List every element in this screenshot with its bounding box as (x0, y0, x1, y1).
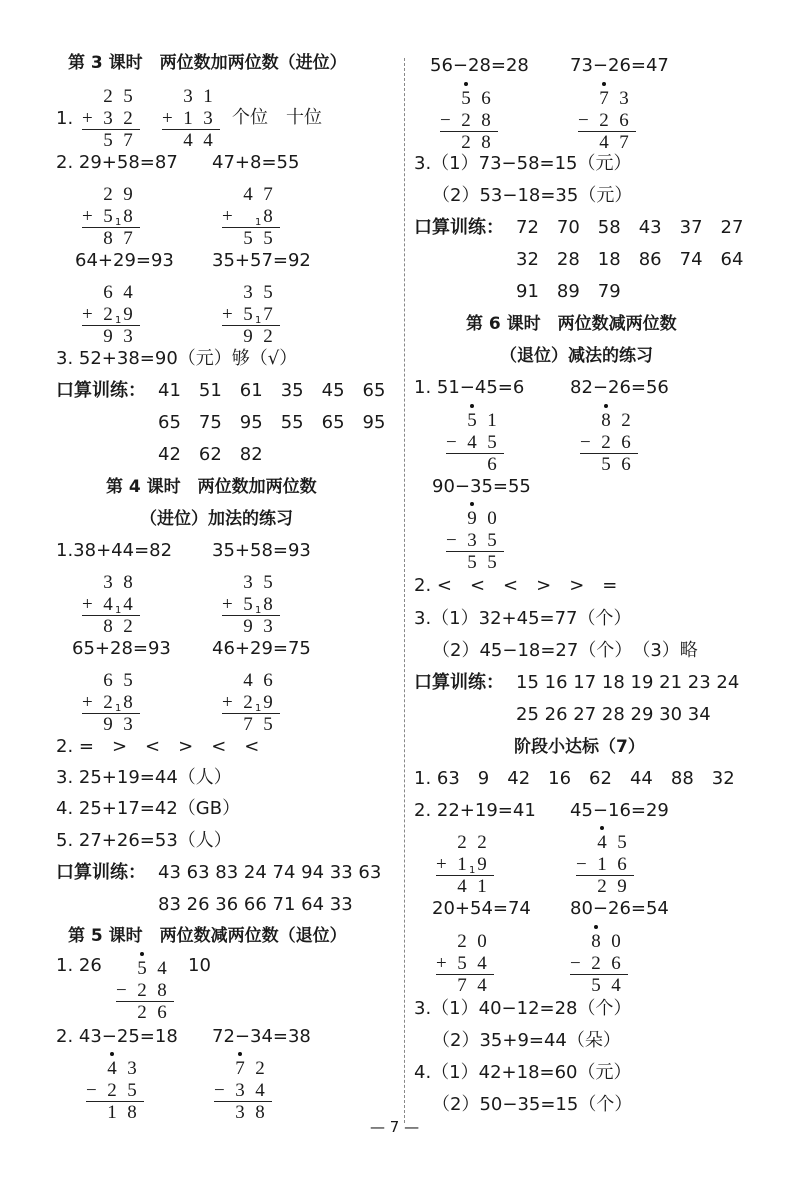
q1-label: 1. (56, 108, 74, 129)
digit: 1 (487, 410, 497, 431)
digit: 0 (477, 931, 487, 952)
q2-eq-d: 35+57=92 (212, 250, 311, 271)
digit: 1 (457, 854, 467, 875)
r-oral-3: 91 89 79 (516, 281, 621, 302)
digit: 7 (619, 132, 629, 153)
digit: 6 (619, 110, 629, 131)
digit: 4 (597, 832, 607, 853)
digit: 9 (123, 304, 133, 325)
l5-q1-a: 1. 26 (56, 955, 102, 976)
l6-eq-b: 82−26=56 (570, 377, 669, 398)
digit: 4 (107, 1058, 117, 1079)
digit: 5 (137, 958, 147, 979)
digit: 5 (127, 1080, 137, 1101)
operator: + (222, 594, 233, 615)
st-q3-2: （2）35+9=44（朵） (432, 1030, 621, 1051)
oral-row-3: 42 62 82 (158, 444, 263, 465)
borrow-dot (594, 925, 598, 929)
l6-eq-a: 1. 51−45=6 (414, 377, 525, 398)
operator: + (222, 206, 233, 227)
digit: 3 (235, 1080, 245, 1101)
digit: 8 (481, 132, 491, 153)
l6-oral-1: 15 16 17 18 19 21 23 24 (516, 672, 740, 693)
q2-eq-a: 2. 29+58=87 (56, 152, 178, 173)
digit: 9 (263, 692, 273, 713)
borrow-dot (238, 1052, 242, 1056)
digit: 1 (203, 86, 213, 107)
carry-mark: 1 (115, 217, 122, 228)
digit: 2 (621, 410, 631, 431)
digit: 5 (487, 552, 497, 573)
operator: + (82, 304, 93, 325)
operator: + (82, 108, 93, 129)
digit: 2 (107, 1080, 117, 1101)
digit: 2 (243, 692, 253, 713)
digit: 6 (103, 282, 113, 303)
stage-test-title: 阶段小达标（7） (514, 737, 645, 757)
digit: 0 (487, 508, 497, 529)
digit: 5 (457, 953, 467, 974)
digit: 9 (123, 184, 133, 205)
digit: 3 (123, 326, 133, 347)
l4-eq-b: 35+58=93 (212, 540, 311, 561)
digit: 2 (457, 832, 467, 853)
l5-q2-a: 2. 43−25=18 (56, 1026, 178, 1047)
operator: − (446, 530, 457, 551)
lesson-6-title: 第 6 课时 两位数减两位数 (466, 314, 677, 334)
carry-mark: 1 (255, 703, 262, 714)
l5-q1-b: 10 (188, 955, 211, 976)
borrow-dot (604, 404, 608, 408)
digit: 5 (243, 594, 253, 615)
borrow-dot (600, 826, 604, 830)
operator: − (446, 432, 457, 453)
digit: 8 (157, 980, 167, 1001)
r-oral-label: 口算训练： (414, 217, 504, 238)
st-q4-1: 4.（1）42+18=60（元） (414, 1062, 632, 1083)
digit: 5 (591, 975, 601, 996)
operator: − (580, 432, 591, 453)
st-q2-a: 2. 22+19=41 (414, 800, 536, 821)
digit: 1 (597, 854, 607, 875)
digit: 3 (127, 1058, 137, 1079)
borrow-dot (110, 1052, 114, 1056)
lesson-6-subtitle: （退位）减法的练习 (500, 346, 653, 366)
digit: 8 (123, 692, 133, 713)
digit: 8 (127, 1102, 137, 1123)
digit: 2 (591, 953, 601, 974)
digit: 2 (599, 110, 609, 131)
digit: 4 (103, 594, 113, 615)
digit: 5 (263, 228, 273, 249)
st-q1: 1. 63 9 42 16 62 44 88 32 (414, 768, 735, 789)
operator: + (82, 594, 93, 615)
operator: − (570, 953, 581, 974)
lesson-4-subtitle: （进位）加法的练习 (140, 509, 293, 529)
digit: 7 (123, 228, 133, 249)
digit: 9 (243, 326, 253, 347)
digit: 3 (103, 108, 113, 129)
l4-oral-row-2: 83 26 36 66 71 64 33 (158, 894, 353, 915)
digit: 4 (157, 958, 167, 979)
digit: 5 (243, 228, 253, 249)
r-top-b: 73−26=47 (570, 55, 669, 76)
l6-q2: 2. < < < > > = (414, 575, 618, 596)
digit: 5 (263, 282, 273, 303)
digit: 8 (263, 206, 273, 227)
digit: 8 (255, 1102, 265, 1123)
digit: 9 (103, 326, 113, 347)
operator: + (222, 304, 233, 325)
digit: 8 (263, 594, 273, 615)
digit: 5 (487, 530, 497, 551)
digit: 5 (243, 304, 253, 325)
digit: 2 (461, 132, 471, 153)
digit: 7 (235, 1058, 245, 1079)
digit: 3 (203, 108, 213, 129)
carry-mark: 1 (115, 703, 122, 714)
digit: 1 (477, 876, 487, 897)
digit: 2 (457, 931, 467, 952)
digit: 3 (235, 1102, 245, 1123)
digit: 6 (487, 454, 497, 475)
lesson-3-title: 第 3 课时 两位数加两位数（进位） (68, 53, 347, 73)
l6-eq-c: 90−35=55 (432, 476, 531, 497)
digit: 5 (103, 130, 113, 151)
digit: 1 (183, 108, 193, 129)
l6-q3-1: 3.（1）32+45=77（个） (414, 608, 632, 629)
digit: 7 (599, 88, 609, 109)
digit: 3 (123, 714, 133, 735)
l4-q2: 2. = > < > < < (56, 736, 260, 757)
oral-row-1: 41 51 61 35 45 65 (158, 380, 386, 401)
digit: 4 (477, 953, 487, 974)
digit: 2 (103, 304, 113, 325)
digit: 3 (263, 616, 273, 637)
operator: − (214, 1080, 225, 1101)
lesson-5-title: 第 5 课时 两位数减两位数（退位） (68, 926, 347, 946)
digit: 9 (467, 508, 477, 529)
digit: 7 (243, 714, 253, 735)
st-q2-c: 20+54=74 (432, 898, 531, 919)
st-q2-d: 80−26=54 (570, 898, 669, 919)
borrow-dot (602, 82, 606, 86)
digit: 3 (467, 530, 477, 551)
digit: 6 (617, 854, 627, 875)
digit: 6 (157, 1002, 167, 1023)
digit: 6 (621, 432, 631, 453)
digit: 4 (255, 1080, 265, 1101)
column-divider (404, 58, 405, 1123)
digit: 4 (611, 975, 621, 996)
lesson-4-title: 第 4 课时 两位数加两位数 (106, 477, 317, 497)
digit: 9 (617, 876, 627, 897)
r-oral-2: 32 28 18 86 74 64 (516, 249, 744, 270)
operator: − (86, 1080, 97, 1101)
digit: 7 (263, 184, 273, 205)
l4-eq-d: 46+29=75 (212, 638, 311, 659)
digit: 3 (243, 572, 253, 593)
digit: 2 (263, 326, 273, 347)
digit: 2 (137, 980, 147, 1001)
digit: 7 (123, 130, 133, 151)
operator: + (436, 854, 447, 875)
digit: 4 (477, 975, 487, 996)
digit: 4 (467, 432, 477, 453)
l6-q3-2: （2）45−18=27（个） （3）略 (432, 640, 698, 661)
digit: 0 (611, 931, 621, 952)
digit: 5 (467, 552, 477, 573)
oral-label: 口算训练： (56, 380, 146, 401)
digit: 3 (619, 88, 629, 109)
l4-eq-c: 65+28=93 (72, 638, 171, 659)
operator: + (82, 206, 93, 227)
carry-mark: 1 (115, 605, 122, 616)
q2-eq-c: 64+29=93 (75, 250, 174, 271)
digit: 3 (103, 572, 113, 593)
digit: 3 (183, 86, 193, 107)
digit: 8 (601, 410, 611, 431)
digit: 1 (107, 1102, 117, 1123)
operator: + (82, 692, 93, 713)
digit: 3 (243, 282, 253, 303)
digit: 8 (103, 228, 113, 249)
carry-mark: 1 (255, 217, 262, 228)
r-q3-2: （2）53−18=35（元） (432, 185, 633, 206)
q2-eq-b: 47+8=55 (212, 152, 300, 173)
l4-oral-label: 口算训练： (56, 862, 146, 883)
operator: − (116, 980, 127, 1001)
digit: 2 (103, 86, 113, 107)
digit: 2 (103, 184, 113, 205)
carry-mark: 1 (115, 315, 122, 326)
r-q3-1: 3.（1）73−58=15（元） (414, 153, 632, 174)
operator: − (440, 110, 451, 131)
digit: 4 (123, 594, 133, 615)
digit: 4 (599, 132, 609, 153)
digit: 9 (477, 854, 487, 875)
digit: 5 (617, 832, 627, 853)
carry-mark: 1 (255, 605, 262, 616)
digit: 6 (103, 670, 113, 691)
digit: 4 (243, 670, 253, 691)
digit: 5 (461, 88, 471, 109)
r-top-a: 56−28=28 (430, 55, 529, 76)
digit: 6 (263, 670, 273, 691)
digit: 7 (457, 975, 467, 996)
st-q4-2: （2）50−35=15（个） (432, 1094, 633, 1115)
digit: 8 (591, 931, 601, 952)
l6-oral-2: 25 26 27 28 29 30 34 (516, 704, 711, 725)
digit: 5 (467, 410, 477, 431)
digit: 4 (123, 282, 133, 303)
operator: + (436, 953, 447, 974)
borrow-dot (140, 952, 144, 956)
digit: 2 (477, 832, 487, 853)
operator: + (222, 692, 233, 713)
digit: 4 (203, 130, 213, 151)
page-number: — 7 — (370, 1118, 420, 1136)
digit: 2 (103, 692, 113, 713)
r-oral-1: 72 70 58 43 37 27 (516, 217, 744, 238)
digit: 2 (255, 1058, 265, 1079)
digit: 6 (611, 953, 621, 974)
borrow-dot (464, 82, 468, 86)
operator: + (162, 108, 173, 129)
digit: 8 (123, 572, 133, 593)
borrow-dot (470, 404, 474, 408)
digit: 2 (123, 616, 133, 637)
digit: 4 (457, 876, 467, 897)
q1-place-value: 个位 十位 (232, 107, 322, 128)
digit: 5 (123, 670, 133, 691)
digit: 9 (103, 714, 113, 735)
digit: 8 (103, 616, 113, 637)
oral-row-2: 65 75 95 55 65 95 (158, 412, 386, 433)
l6-oral-label: 口算训练： (414, 672, 504, 693)
digit: 7 (263, 304, 273, 325)
digit: 2 (137, 1002, 147, 1023)
carry-mark: 1 (469, 865, 476, 876)
borrow-dot (470, 502, 474, 506)
digit: 5 (263, 714, 273, 735)
l4-q5: 5. 27+26=53（人） (56, 830, 232, 851)
carry-mark: 1 (255, 315, 262, 326)
l4-q4: 4. 25+17=42（GB） (56, 798, 241, 819)
digit: 8 (481, 110, 491, 131)
digit: 5 (103, 206, 113, 227)
l5-q2-b: 72−34=38 (212, 1026, 311, 1047)
st-q3-1: 3.（1）40−12=28（个） (414, 998, 632, 1019)
digit: 6 (481, 88, 491, 109)
l4-q3: 3. 25+19=44（人） (56, 767, 232, 788)
digit: 8 (123, 206, 133, 227)
digit: 6 (621, 454, 631, 475)
digit: 2 (597, 876, 607, 897)
operator: − (578, 110, 589, 131)
digit: 5 (601, 454, 611, 475)
operator: − (576, 854, 587, 875)
digit: 2 (123, 108, 133, 129)
q3-answer: 3. 52+38=90（元）够（√） (56, 348, 298, 369)
digit: 9 (243, 616, 253, 637)
st-q2-b: 45−16=29 (570, 800, 669, 821)
digit: 2 (461, 110, 471, 131)
digit: 4 (243, 184, 253, 205)
digit: 5 (263, 572, 273, 593)
digit: 5 (123, 86, 133, 107)
digit: 4 (183, 130, 193, 151)
digit: 2 (601, 432, 611, 453)
l4-oral-row-1: 43 63 83 24 74 94 33 63 (158, 862, 382, 883)
digit: 5 (487, 432, 497, 453)
l4-eq-a: 1.38+44=82 (56, 540, 173, 561)
